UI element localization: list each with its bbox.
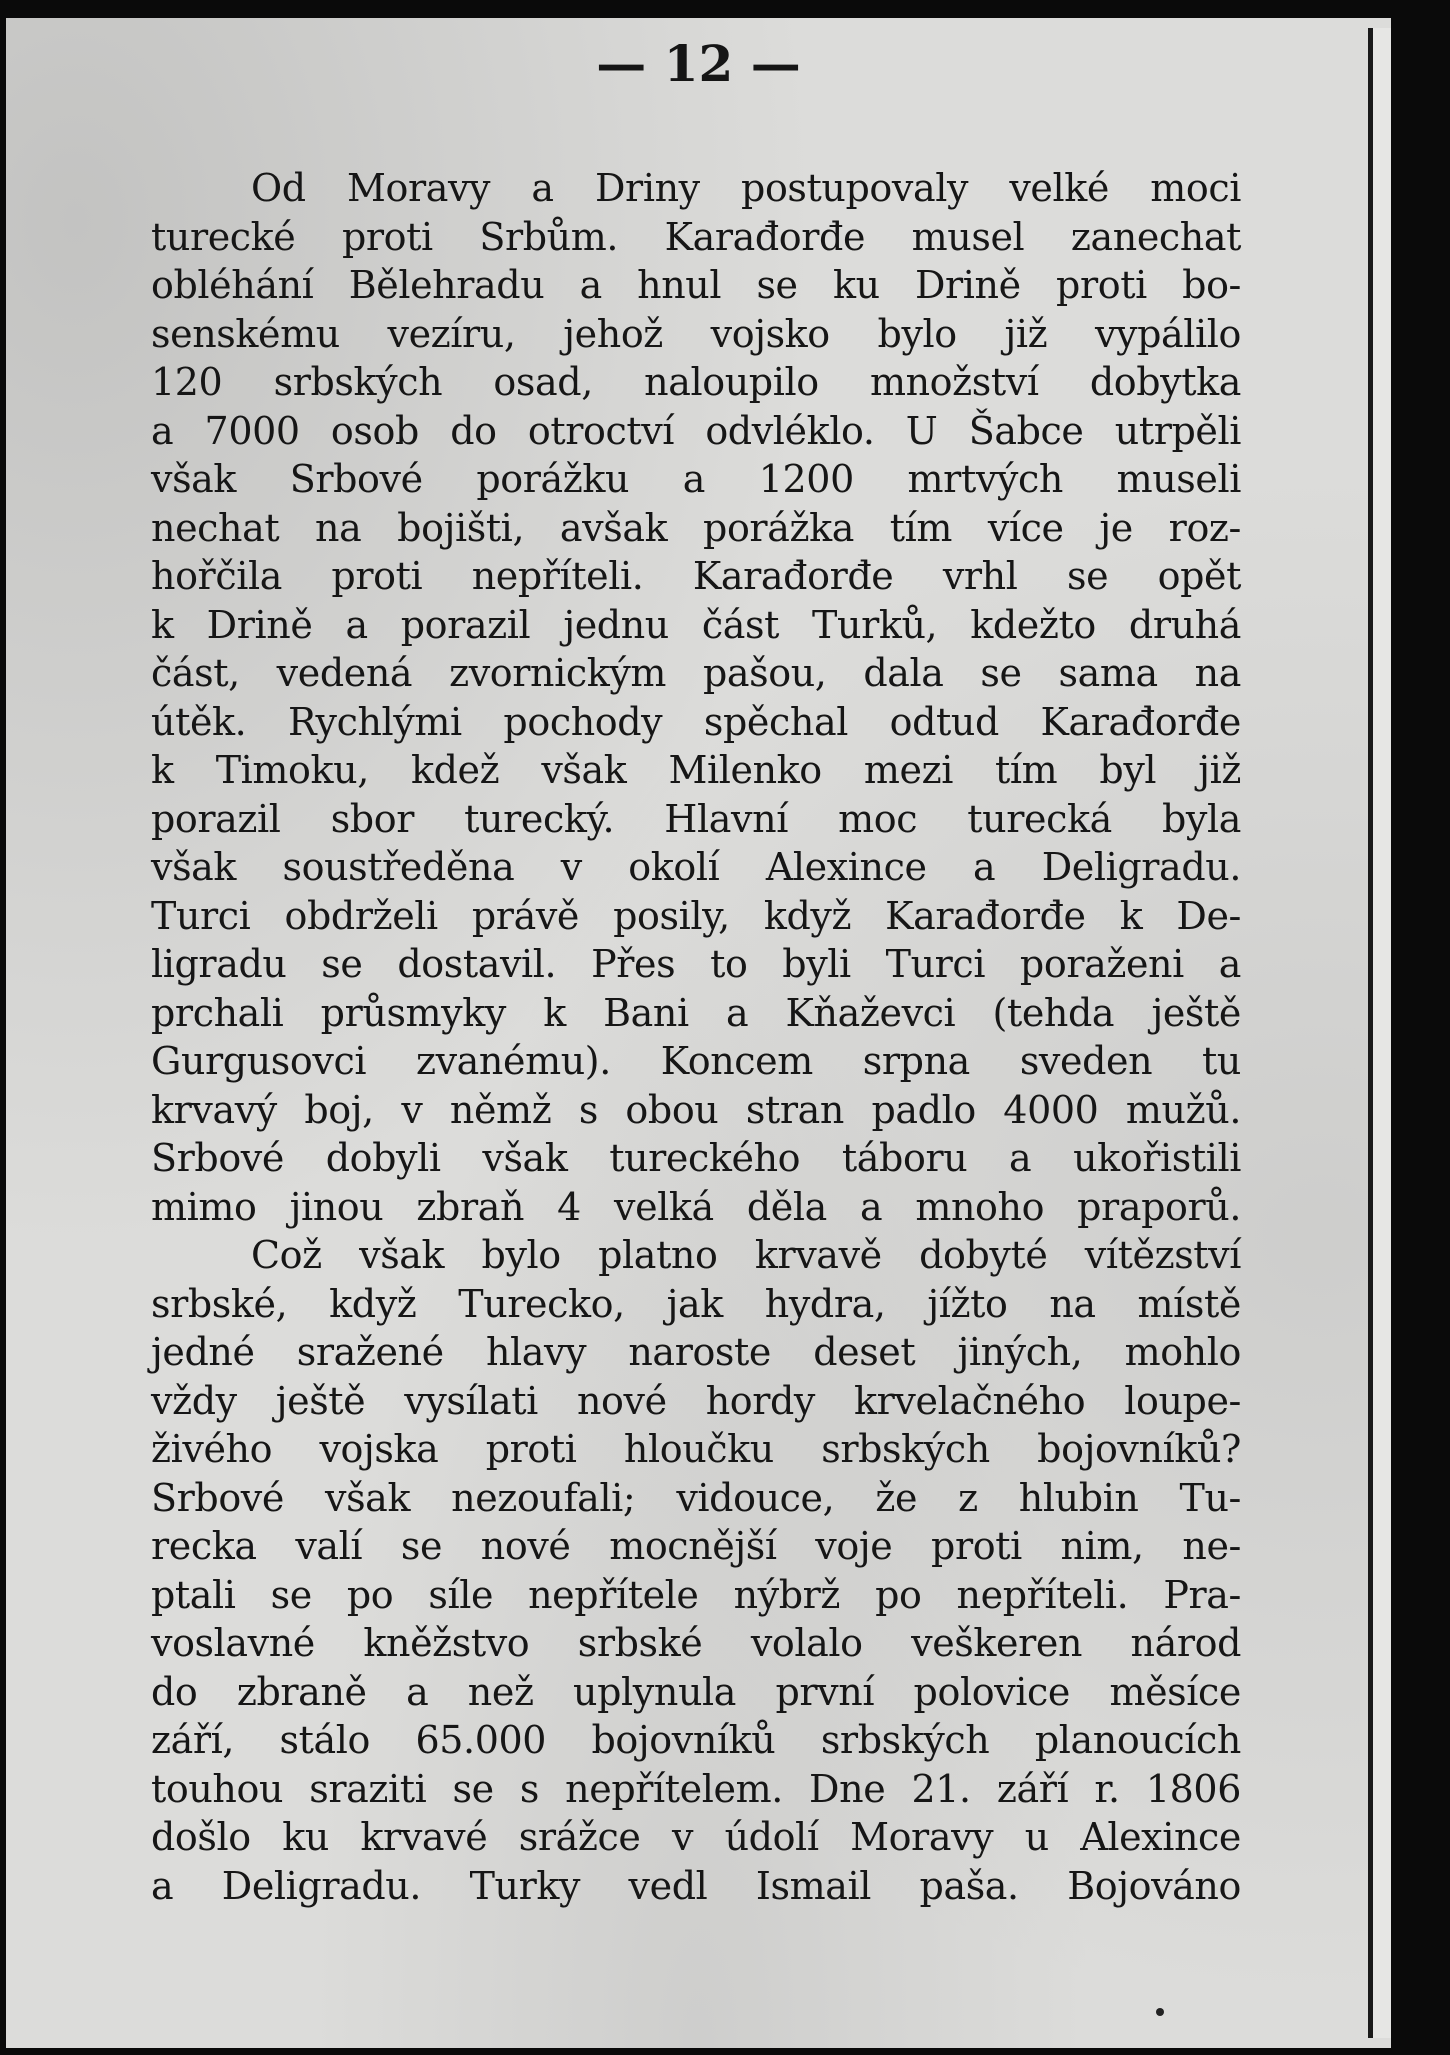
body-text (151, 164, 1241, 1910)
text-line: Od Moravy a Driny postupovaly velké moci (251, 166, 1241, 210)
text-line: ptali se po síle nepřítele nýbrž po nepříteli. Pra- (151, 1572, 1241, 1617)
text-line: voslavné kněžstvo srbské volalo veškeren národ (151, 1621, 1241, 1665)
text-line: však Srbové porážku a 1200 mrtvých museli (151, 457, 1241, 501)
text-line: jedné sražené hlavy naroste deset jiných, mohlo (151, 1330, 1241, 1374)
text-line: Turci obdrželi právě posily, když Karađorđe k De- (151, 893, 1241, 938)
text-line: září, stálo 65.000 bojovníků srbských planoucích (151, 1718, 1241, 1762)
text-line: hořčila proti nepříteli. Karađorđe vrhl se opět (151, 554, 1241, 598)
text-line: Srbové dobyli však tureckého táboru a ukořistili (151, 1136, 1241, 1180)
text-line: Gurgusovci zvanému). Koncem srpna sveden tu (151, 1039, 1241, 1083)
text-line: turecké proti Srbům. Karađorđe musel zanechat (151, 214, 1241, 259)
text-line: krvavý boj, v němž s obou stran padlo 4000 mužů. (151, 1087, 1241, 1132)
text-line: srbské, když Turecko, jak hydra, jížto na místě (151, 1281, 1241, 1326)
text-line: touhou sraziti se s nepřítelem. Dne 21. září r. 1806 (151, 1766, 1241, 1811)
page-number: — 12 — (596, 34, 801, 93)
text-line: Srbové však nezoufali; vidouce, že z hlubin Tu- (151, 1475, 1241, 1520)
text-line: mimo jinou zbraň 4 velká děla a mnoho praporů. (151, 1184, 1241, 1229)
text-line: porazil sbor turecký. Hlavní moc turecká byla (151, 796, 1241, 841)
text-line: obléhání Bělehradu a hnul se ku Drině proti bo- (151, 263, 1241, 307)
page-edge (1368, 28, 1391, 2038)
text-line: do zbraně a než uplynula první polovice měsíce (151, 1669, 1241, 1714)
text-line: 120 srbských osad, naloupilo množství dobytka (151, 360, 1241, 404)
text-line: senskému vezíru, jehož vojsko bylo již vypálilo (151, 311, 1241, 356)
text-line: živého vojska proti hloučku srbských bojovníků? (151, 1427, 1241, 1471)
text-line: k Timoku, kdež však Milenko mezi tím byl již (151, 748, 1241, 792)
text-line: k Drině a porazil jednu část Turků, kdežto druhá (151, 602, 1241, 647)
text-line: ligradu se dostavil. Přes to byli Turci poraženi a (151, 942, 1241, 986)
text-line: a 7000 osob do otroctví odvléklo. U Šabce utrpěli (151, 408, 1241, 453)
text-line: část, vedená zvornickým pašou, dala se sama na (151, 651, 1241, 695)
text-line: vždy ještě vysílati nové hordy krvelačného loupe- (151, 1378, 1241, 1423)
print-speck (1156, 2008, 1164, 2016)
book-page (6, 18, 1391, 2048)
text-line: Což však bylo platno krvavě dobyté vítězství (251, 1233, 1241, 1277)
text-line: nechat na bojišti, avšak porážka tím více je roz- (151, 505, 1241, 550)
text-line: útěk. Rychlými pochody spěchal odtud Karađorđe (151, 699, 1241, 744)
text-line: a Deligradu. Turky vedl Ismail paša. Bojováno (151, 1863, 1241, 1908)
text-line: však soustředěna v okolí Alexince a Deligradu. (151, 845, 1241, 889)
text-line: recka valí se nové mocnější voje proti nim, ne- (151, 1524, 1241, 1568)
text-line: prchali průsmyky k Bani a Kňaževci (tehda ještě (151, 990, 1241, 1035)
text-line: došlo ku krvavé srážce v údolí Moravy u Alexince (151, 1815, 1241, 1859)
